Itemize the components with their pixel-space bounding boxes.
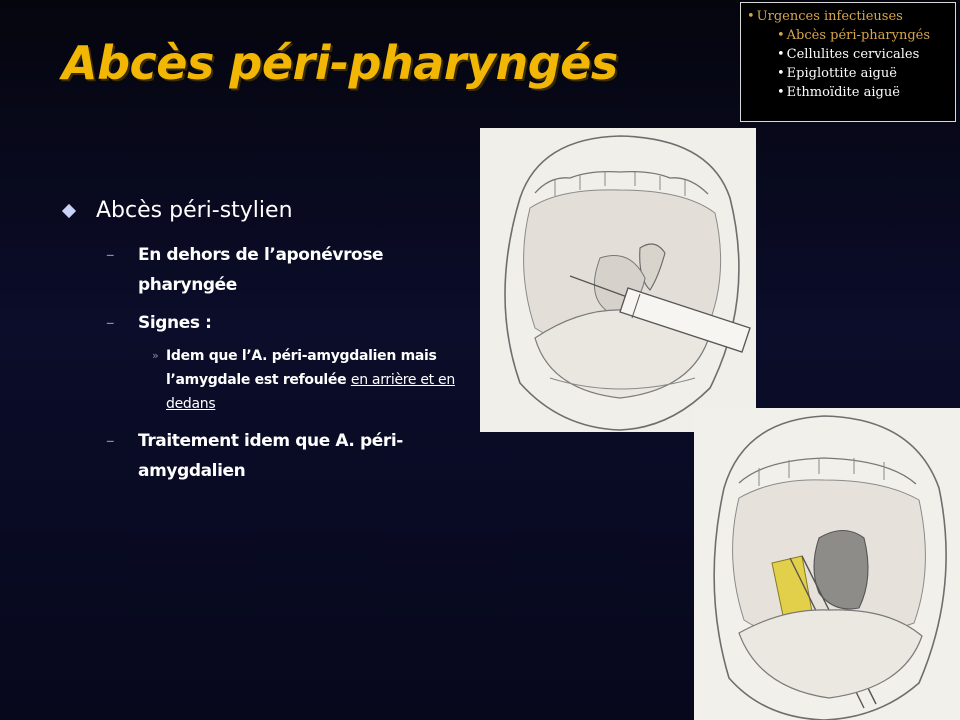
nav-item-label: Urgences infectieuses [756, 9, 903, 24]
nav-item-cellulites-cervicales [747, 45, 949, 64]
nav-item-epiglottite-aigue [747, 64, 949, 83]
sub-point-text: Idem que l’A. péri-amygdalien mais l’amygdale est refoulée [166, 348, 437, 388]
nav-item-label: Abcès péri-pharyngés [786, 28, 931, 43]
section-nav-box [740, 2, 956, 122]
dash-bullet-icon: – [106, 313, 115, 333]
point-text: Signes : [138, 313, 212, 333]
point-text: Traitement idem que A. péri-amygdalien [138, 431, 403, 481]
guillemet-bullet-icon: » [152, 349, 159, 362]
point-text: En dehors de l’aponévrose pharyngée [138, 245, 384, 295]
bullet-icon: • [777, 28, 785, 43]
heading-text: Abcès péri-stylien [96, 198, 293, 223]
dash-bullet-icon: – [106, 431, 115, 451]
illustration-incision [694, 408, 960, 720]
bullet-icon: • [777, 47, 785, 62]
bullet-icon: • [777, 66, 785, 81]
mouth-syringe-drawing [480, 128, 756, 432]
nav-item-urgences-infectieuses [747, 7, 949, 26]
diamond-bullet-icon [62, 204, 76, 218]
sub-point-amygdale [62, 344, 462, 416]
nav-item-label: Ethmoïdite aiguë [786, 85, 900, 100]
nav-item-abces-peri-pharynges [747, 26, 949, 45]
slide-title: Abcès péri-pharyngés [62, 36, 618, 90]
bullet-icon: • [777, 85, 785, 100]
point-traitement [62, 426, 462, 486]
point-aponevrose [62, 240, 462, 300]
nav-item-ethmoidite-aigue [747, 83, 949, 102]
sub-point-underlined-text: en arrière et en dedans [166, 372, 455, 412]
bullet-icon: • [747, 9, 755, 24]
nav-item-label: Epiglottite aiguë [786, 66, 897, 81]
bullet-heading [62, 196, 462, 226]
point-signes [62, 308, 462, 338]
slide-content [62, 196, 462, 486]
mouth-forceps-drawing [694, 408, 960, 720]
dash-bullet-icon: – [106, 245, 115, 265]
illustration-puncture [480, 128, 756, 432]
nav-item-label: Cellulites cervicales [786, 47, 920, 62]
